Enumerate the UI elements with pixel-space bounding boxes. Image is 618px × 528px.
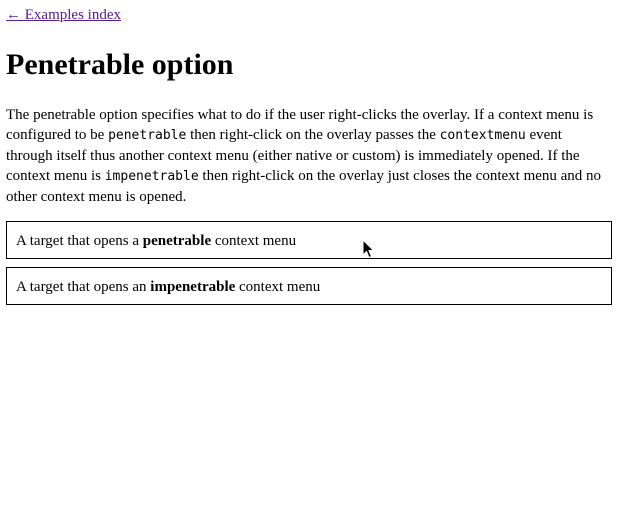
target-label-suffix: context menu [211,233,297,249]
impenetrable-target-label [16,277,320,297]
target-label-emphasis: penetrable [142,233,212,249]
penetrable-target-label [16,231,296,251]
target-label-suffix: context menu [235,279,321,295]
description-text-2: then right-click on the overlay passes the [186,127,440,143]
impenetrable-context-menu-target[interactable] [6,267,612,305]
page-title: Penetrable option [6,48,234,81]
examples-index-link[interactable]: ← Examples index [6,7,121,23]
description-paragraph [6,105,612,207]
description-text-3: event through itself thus another context menu (either native or custom) is immediately opened. If the context menu is [6,127,580,184]
description-text-1: The penetrable option specifies what to do if the user right-clicks the overlay. If a context menu is configured to be [6,107,594,143]
penetrable-context-menu-target[interactable] [6,221,612,259]
target-label-prefix: A target that opens an [16,279,151,295]
target-label-emphasis: impenetrable [150,279,236,295]
code-impenetrable: impenetrable [104,169,199,184]
code-penetrable: penetrable [108,128,187,143]
description-text-4: then right-click on the overlay just closes the context menu and no other context menu is opened. [6,168,602,205]
target-label-prefix: A target that opens a [16,233,143,249]
code-contextmenu: contextmenu [439,128,526,143]
